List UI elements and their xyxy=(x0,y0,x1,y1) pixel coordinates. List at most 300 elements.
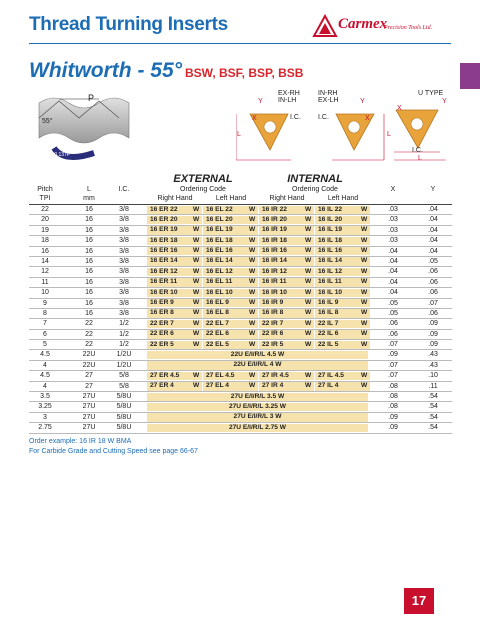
code-suffix: W xyxy=(249,319,256,327)
code-suffix: W xyxy=(361,257,368,265)
cell-code-il xyxy=(315,247,370,255)
cell-ic: 1/2U xyxy=(116,361,132,369)
code-suffix: W xyxy=(361,226,368,234)
insert-table xyxy=(29,173,452,434)
code-suffix: W xyxy=(193,226,200,234)
code-text: 16 IR 22 xyxy=(262,205,287,213)
code-text: 22 EL 5 xyxy=(206,340,229,348)
code-suffix: W xyxy=(305,382,312,390)
code-text: 16 IR 18 xyxy=(262,236,287,244)
cell-code-er xyxy=(147,330,202,338)
code-text: 27 ER 4 xyxy=(150,382,174,390)
code-suffix: W xyxy=(193,267,200,275)
diagram-label-in-rh: IN-RH xyxy=(318,90,338,97)
table-row xyxy=(29,340,452,350)
cell-tpi: 19 xyxy=(41,226,49,234)
code-suffix: W xyxy=(193,247,200,255)
code-text: 16 ER 12 xyxy=(150,267,178,275)
cell-code-er xyxy=(147,320,202,328)
cell-tpi: 5 xyxy=(43,341,47,349)
code-suffix: W xyxy=(361,309,368,317)
cell-tpi: 2.75 xyxy=(38,424,52,432)
cell-x: .09 xyxy=(388,424,398,432)
cell-merged-code: 27U E/I/R/L 3.25 W xyxy=(147,403,368,411)
table-row xyxy=(29,319,452,329)
code-suffix: W xyxy=(361,371,368,379)
code-text: 22 IL 6 xyxy=(318,330,339,338)
code-text: 16 ER 22 xyxy=(150,205,178,213)
cell-merged-code: 27U E/I/R/L 3 W xyxy=(147,413,368,421)
code-suffix: W xyxy=(249,205,256,213)
cell-l: 22U xyxy=(82,351,96,359)
cell-code-il xyxy=(315,257,370,265)
table-row xyxy=(29,413,452,423)
cell-ic: 3/8 xyxy=(119,247,129,255)
cell-code-er xyxy=(147,299,202,307)
carmex-logo-icon xyxy=(312,14,338,40)
code-suffix: W xyxy=(249,247,256,255)
cell-tpi: 14 xyxy=(41,257,49,265)
cell-tpi: 20 xyxy=(41,216,49,224)
code-text: 16 EL 14 xyxy=(206,257,233,265)
diagram-label-y2: Y xyxy=(360,98,365,105)
cell-y: .06 xyxy=(428,309,438,317)
code-suffix: W xyxy=(249,267,256,275)
table-row xyxy=(29,299,452,309)
header-right-hand-ext: Right Hand xyxy=(157,195,193,202)
cell-code-el xyxy=(203,237,258,245)
cell-code-ir xyxy=(259,278,314,286)
code-suffix: W xyxy=(361,236,368,244)
code-suffix: W xyxy=(193,309,200,317)
table-row xyxy=(29,236,452,246)
diagram-label-ic2: I.C. xyxy=(318,114,329,121)
cell-ic: 3/8 xyxy=(119,289,129,297)
cell-tpi: 3 xyxy=(43,413,47,421)
cell-code-el xyxy=(203,216,258,224)
cell-code-el xyxy=(203,330,258,338)
cell-code-er xyxy=(147,216,202,224)
cell-code-er xyxy=(147,206,202,214)
cell-merged-code: 22U E/I/R/L 4 W xyxy=(147,361,368,369)
cell-ic: 3/8 xyxy=(119,268,129,276)
code-text: 16 IR 16 xyxy=(262,247,287,255)
cell-l: 16 xyxy=(85,268,93,276)
code-suffix: W xyxy=(361,278,368,286)
cell-tpi: 4.5 xyxy=(40,372,50,380)
code-suffix: W xyxy=(249,371,256,379)
code-text: 16 ER 8 xyxy=(150,309,174,317)
cell-y: .04 xyxy=(428,247,438,255)
cell-code-el xyxy=(203,247,258,255)
code-text: 16 ER 16 xyxy=(150,247,178,255)
cell-l: 22U xyxy=(82,361,96,369)
header-l: L xyxy=(87,186,91,193)
cell-code-ir xyxy=(259,309,314,317)
code-text: 16 IL 18 xyxy=(318,236,343,244)
cell-ic: 5/8U xyxy=(116,413,132,421)
code-text: 27 ER 4.5 xyxy=(150,371,180,379)
code-suffix: W xyxy=(305,236,312,244)
code-text: 16 ER 18 xyxy=(150,236,178,244)
cell-ic: 3/8 xyxy=(119,257,129,265)
code-suffix: W xyxy=(249,278,256,286)
cell-l: 27U xyxy=(82,413,96,421)
code-text: 27 IL 4.5 xyxy=(318,371,344,379)
code-text: 16 EL 9 xyxy=(206,299,229,307)
cell-x: .04 xyxy=(388,247,398,255)
cell-y: .06 xyxy=(428,289,438,297)
cell-y: .04 xyxy=(428,237,438,245)
code-text: 27 IR 4.5 xyxy=(262,371,289,379)
cell-tpi: 4 xyxy=(43,361,47,369)
cell-code-el xyxy=(203,268,258,276)
code-text: 16 EL 10 xyxy=(206,288,233,296)
code-suffix: W xyxy=(249,257,256,265)
cell-y: .05 xyxy=(428,257,438,265)
cell-ic: 5/8 xyxy=(119,372,129,380)
cell-x: .05 xyxy=(388,309,398,317)
cell-x: .08 xyxy=(388,382,398,390)
cell-code-el xyxy=(203,341,258,349)
cell-tpi: 22 xyxy=(41,206,49,213)
code-text: 16 EL 20 xyxy=(206,215,233,223)
cell-code-il xyxy=(315,216,370,224)
diagram-label-ic3: I.C. xyxy=(412,147,423,154)
cell-ic: 3/8 xyxy=(119,206,129,213)
cell-x: .09 xyxy=(388,351,398,359)
code-suffix: W xyxy=(249,330,256,338)
cell-tpi: 8 xyxy=(43,309,47,317)
code-text: 22 ER 7 xyxy=(150,319,174,327)
code-suffix: W xyxy=(193,257,200,265)
cell-l: 27U xyxy=(82,393,96,401)
code-text: 22 IR 7 xyxy=(262,319,284,327)
cell-l: 16 xyxy=(85,257,93,265)
cell-y: .54 xyxy=(428,403,438,411)
header-divider xyxy=(29,43,451,44)
diagram-label-y3: Y xyxy=(442,98,447,105)
table-header-row-1 xyxy=(29,186,452,195)
cell-l: 16 xyxy=(85,226,93,234)
cell-code-er xyxy=(147,226,202,234)
code-text: 16 IL 12 xyxy=(318,267,343,275)
cell-x: .06 xyxy=(388,320,398,328)
cell-ic: 5/8 xyxy=(119,382,129,390)
code-text: 16 IR 20 xyxy=(262,215,287,223)
insert-external-diagram xyxy=(236,100,316,164)
cell-code-il xyxy=(315,237,370,245)
code-text: 16 ER 10 xyxy=(150,288,178,296)
cell-code-il xyxy=(315,382,370,390)
cell-x: .09 xyxy=(388,413,398,421)
code-suffix: W xyxy=(361,205,368,213)
table-row xyxy=(29,215,452,225)
cell-tpi: 4 xyxy=(43,382,47,390)
cell-x: .04 xyxy=(388,289,398,297)
code-text: 16 ER 19 xyxy=(150,226,178,234)
header-y: Y xyxy=(430,186,436,193)
code-suffix: W xyxy=(305,330,312,338)
table-row xyxy=(29,350,452,360)
cell-x: .08 xyxy=(388,393,398,401)
diagram-label-l2: L xyxy=(387,131,391,138)
cell-y: .09 xyxy=(428,330,438,338)
cell-tpi: 3.5 xyxy=(40,393,50,401)
cell-y: .10 xyxy=(428,372,438,380)
code-text: 16 IL 20 xyxy=(318,215,343,223)
code-suffix: W xyxy=(361,382,368,390)
cell-code-ir xyxy=(259,216,314,224)
code-text: 16 IR 8 xyxy=(262,309,284,317)
cell-code-ir xyxy=(259,330,314,338)
page-number: 17 xyxy=(404,588,434,614)
diagram-label-y1: Y xyxy=(258,98,263,105)
cell-ic: 1/2 xyxy=(119,320,129,328)
code-suffix: W xyxy=(249,299,256,307)
code-suffix: W xyxy=(193,205,200,213)
code-text: 16 IL 19 xyxy=(318,226,343,234)
code-text: 16 IR 9 xyxy=(262,299,284,307)
code-text: 22 ER 5 xyxy=(150,340,174,348)
cell-x: .03 xyxy=(388,216,398,224)
cell-merged-code: 22U E/I/R/L 4.5 W xyxy=(147,351,368,359)
code-text: 16 IL 8 xyxy=(318,309,339,317)
header-left-hand-ext: Left Hand xyxy=(215,195,247,202)
code-suffix: W xyxy=(305,319,312,327)
cell-code-er xyxy=(147,278,202,286)
code-text: 16 ER 9 xyxy=(150,299,174,307)
code-text: 16 EL 18 xyxy=(206,236,233,244)
diagram-label-angle: 55° xyxy=(42,118,53,125)
code-suffix: W xyxy=(193,236,200,244)
table-row xyxy=(29,402,452,412)
cell-ic: 3/8 xyxy=(119,309,129,317)
header-tpi: TPI xyxy=(39,195,51,202)
cell-code-el xyxy=(203,226,258,234)
code-suffix: W xyxy=(305,257,312,265)
header-x: X xyxy=(390,186,396,193)
cell-code-ir xyxy=(259,289,314,297)
cell-code-el xyxy=(203,299,258,307)
table-row xyxy=(29,361,452,371)
code-suffix: W xyxy=(193,319,200,327)
code-suffix: W xyxy=(305,215,312,223)
code-text: 16 IR 12 xyxy=(262,267,287,275)
code-text: 22 IL 5 xyxy=(318,340,339,348)
cell-x: .03 xyxy=(388,206,398,213)
code-suffix: W xyxy=(305,226,312,234)
cell-code-ir xyxy=(259,206,314,214)
cell-code-ir xyxy=(259,247,314,255)
table-row xyxy=(29,226,452,236)
cell-l: 16 xyxy=(85,309,93,317)
cell-code-el xyxy=(203,289,258,297)
code-text: 16 EL 12 xyxy=(206,267,233,275)
code-text: 16 IL 9 xyxy=(318,299,339,307)
cell-code-el xyxy=(203,278,258,286)
cell-code-er xyxy=(147,372,202,380)
code-text: 16 EL 16 xyxy=(206,247,233,255)
cell-code-el xyxy=(203,206,258,214)
diagram-label-in-lh: IN-LH xyxy=(278,97,297,104)
cell-code-er xyxy=(147,268,202,276)
code-text: 27 EL 4.5 xyxy=(206,371,235,379)
table-row xyxy=(29,423,452,433)
cell-code-il xyxy=(315,330,370,338)
code-text: 16 IR 14 xyxy=(262,257,287,265)
cell-x: .08 xyxy=(388,403,398,411)
cell-tpi: 9 xyxy=(43,299,47,307)
grade-reference-note: For Carbide Grade and Cutting Speed see page 66-67 xyxy=(29,448,198,455)
code-text: 16 IL 16 xyxy=(318,247,343,255)
diagram-label-ex-lh: EX-LH xyxy=(318,97,339,104)
table-row xyxy=(29,382,452,392)
code-suffix: W xyxy=(193,340,200,348)
cell-y: .06 xyxy=(428,278,438,286)
code-text: 22 IL 7 xyxy=(318,319,339,327)
cell-y: .04 xyxy=(428,206,438,213)
cell-l: 27U xyxy=(82,403,96,411)
cell-x: .05 xyxy=(388,299,398,307)
cell-code-il xyxy=(315,278,370,286)
cell-code-el xyxy=(203,320,258,328)
section-standards: BSW, BSF, BSP, BSB xyxy=(185,66,304,80)
cell-ic: 5/8U xyxy=(116,424,132,432)
cell-l: 22 xyxy=(85,330,93,338)
section-side-tab xyxy=(460,63,480,89)
cell-ic: 3/8 xyxy=(119,226,129,234)
table-row xyxy=(29,392,452,402)
code-text: 16 ER 20 xyxy=(150,215,178,223)
cell-x: .07 xyxy=(388,341,398,349)
diagram-label-x3: X xyxy=(397,105,402,112)
cell-code-el xyxy=(203,309,258,317)
diagram-label-x2: X xyxy=(365,115,370,122)
cell-x: .04 xyxy=(388,278,398,286)
cell-code-er xyxy=(147,341,202,349)
code-suffix: W xyxy=(249,382,256,390)
table-body xyxy=(29,205,452,434)
cell-ic: 5/8U xyxy=(116,403,132,411)
cell-code-ir xyxy=(259,257,314,265)
code-suffix: W xyxy=(249,226,256,234)
cell-tpi: 12 xyxy=(41,268,49,276)
diagram-label-x1: X xyxy=(252,115,257,122)
diagram-label-radius: R≈0.137P xyxy=(48,152,71,158)
cell-code-il xyxy=(315,289,370,297)
code-text: 16 EL 8 xyxy=(206,309,229,317)
cell-l: 27 xyxy=(85,382,93,390)
cell-x: .04 xyxy=(388,268,398,276)
header-mm: mm xyxy=(83,195,95,202)
cell-code-er xyxy=(147,309,202,317)
cell-l: 27U xyxy=(82,424,96,432)
cell-y: .43 xyxy=(428,361,438,369)
cell-ic: 1/2U xyxy=(116,351,132,359)
cell-code-il xyxy=(315,341,370,349)
cell-l: 16 xyxy=(85,247,93,255)
code-text: 22 IR 6 xyxy=(262,330,284,338)
code-text: 16 IL 22 xyxy=(318,205,343,213)
code-suffix: W xyxy=(193,371,200,379)
code-text: 27 EL 4 xyxy=(206,382,229,390)
cell-l: 16 xyxy=(85,237,93,245)
cell-code-il xyxy=(315,372,370,380)
cell-ic: 1/2 xyxy=(119,341,129,349)
header-ordering-ext: Ordering Code xyxy=(180,186,226,193)
diagram-label-ic1: I.C. xyxy=(290,114,301,121)
cell-ic: 5/8U xyxy=(116,393,132,401)
cell-y: .43 xyxy=(428,351,438,359)
cell-y: .11 xyxy=(428,382,438,390)
code-text: 16 EL 19 xyxy=(206,226,233,234)
cell-code-er xyxy=(147,247,202,255)
cell-x: .07 xyxy=(388,361,398,369)
cell-ic: 3/8 xyxy=(119,216,129,224)
code-text: 22 EL 6 xyxy=(206,330,229,338)
header-left-hand-int: Left Hand xyxy=(327,195,359,202)
code-suffix: W xyxy=(361,340,368,348)
cell-y: .54 xyxy=(428,424,438,432)
brand-subtitle: Precision Tools Ltd. xyxy=(384,25,433,31)
code-text: 16 IR 10 xyxy=(262,288,287,296)
cell-x: .03 xyxy=(388,237,398,245)
cell-tpi: 11 xyxy=(41,278,49,286)
cell-ic: 3/8 xyxy=(119,278,129,286)
code-suffix: W xyxy=(361,330,368,338)
cell-ic: 1/2 xyxy=(119,330,129,338)
code-suffix: W xyxy=(305,299,312,307)
cell-y: .54 xyxy=(428,393,438,401)
code-text: 27 IL 4 xyxy=(318,382,339,390)
header-pitch: Pitch xyxy=(37,186,53,193)
cell-ic: 3/8 xyxy=(119,237,129,245)
cell-code-el xyxy=(203,372,258,380)
cell-l: 16 xyxy=(85,299,93,307)
code-text: 16 EL 22 xyxy=(206,205,233,213)
code-suffix: W xyxy=(305,205,312,213)
cell-l: 16 xyxy=(85,216,93,224)
cell-merged-code: 27U E/I/R/L 3.5 W xyxy=(147,393,368,401)
cell-code-il xyxy=(315,226,370,234)
code-text: 16 IL 14 xyxy=(318,257,343,265)
code-text: 16 IL 10 xyxy=(318,288,343,296)
page-title: Thread Turning Inserts xyxy=(29,14,228,35)
cell-ic: 3/8 xyxy=(119,299,129,307)
cell-code-er xyxy=(147,382,202,390)
table-row xyxy=(29,288,452,298)
cell-y: .04 xyxy=(428,226,438,234)
cell-y: .07 xyxy=(428,299,438,307)
cell-code-ir xyxy=(259,320,314,328)
cell-merged-code: 27U E/I/R/L 2.75 W xyxy=(147,424,368,432)
cell-y: .09 xyxy=(428,320,438,328)
cell-l: 22 xyxy=(85,341,93,349)
cell-code-ir xyxy=(259,268,314,276)
code-text: 16 ER 11 xyxy=(150,278,178,286)
code-suffix: W xyxy=(361,267,368,275)
section-title: Whitworth - 55° xyxy=(29,59,183,82)
cell-x: .03 xyxy=(388,226,398,234)
cell-l: 27 xyxy=(85,372,93,380)
code-suffix: W xyxy=(249,236,256,244)
code-suffix: W xyxy=(249,309,256,317)
code-suffix: W xyxy=(305,309,312,317)
cell-code-er xyxy=(147,237,202,245)
code-suffix: W xyxy=(361,319,368,327)
code-suffix: W xyxy=(193,278,200,286)
